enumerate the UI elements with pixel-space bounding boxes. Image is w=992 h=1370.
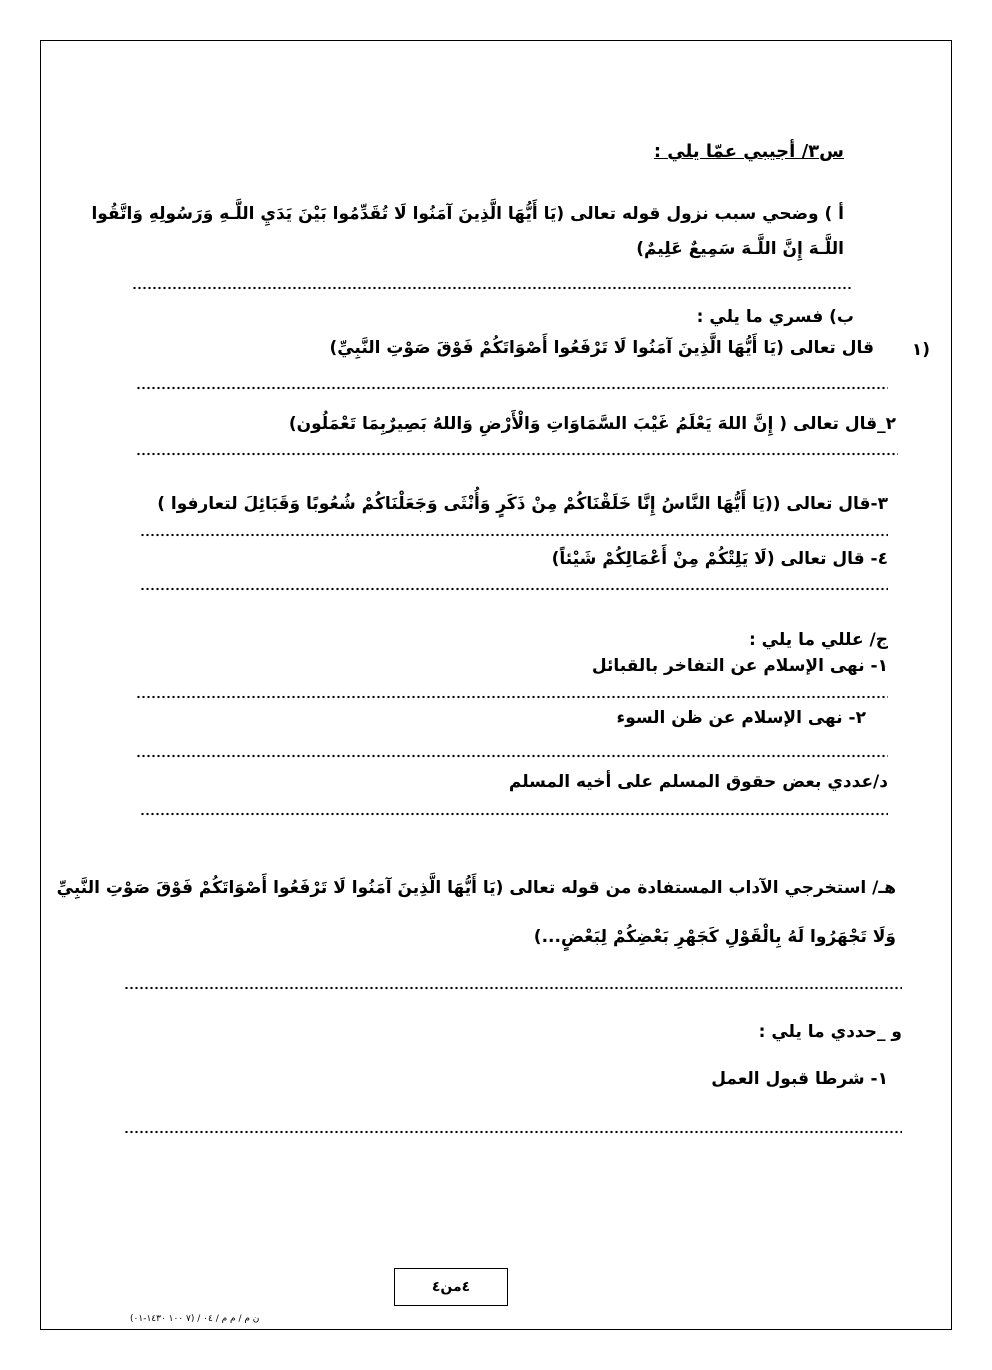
part-b-item-1-number: ١) [911,340,930,360]
page-number-box [394,1268,508,1306]
answer-line-b2 [136,452,898,456]
answer-line-b1 [136,386,888,390]
part-a-line-2: اللَّـهَ إِنَّ اللَّـهَ سَمِيعٌ عَلِيمٌ) [636,239,844,259]
question-heading: س٣/ أجيبي عمّا يلي : [653,141,844,162]
part-h-line-1: هـ/ استخرجي الآداب المستفادة من قوله تعالى (يَا أَيُّهَا الَّذِينَ آمَنُوا لَا تَرْفَعُوا أَصْوَاتَكُمْ فَوْقَ صَوْتِ النَّبِيِّ [56,878,896,898]
page-number: ٤من٤ [431,1279,471,1295]
part-b-item-1: قال تعالى (يَا أَيُّهَا الَّذِينَ آمَنُوا لَا تَرْفَعُوا أَصْوَاتَكُمْ فَوْقَ صَوْتِ النَّبِيِّ) [329,338,874,358]
answer-line-b4 [140,587,888,591]
answer-line-h [124,986,902,990]
part-c-item-1: ١- نهى الإسلام عن التفاخر بالقبائل [591,656,888,676]
footer-code: ن م / م م / ٠٤ / (٧ ١٠٠ ١٤٣٠-٠١) [130,1314,260,1324]
part-b-item-4: ٤- قال تعالى (لَا يَلِتْكُمْ مِنْ أَعْمَالِكُمْ شَيْئاً) [551,549,888,569]
part-b-item-2: ٢_قال تعالى ( إِنَّ اللهَ يَعْلَمُ غَيْبَ السَّمَاوَاتِ وَالْأَرْضِ وَاللهُ بَصِيرٌبِمَا تَعْمَلُون) [288,414,896,434]
answer-line-w [124,1130,902,1134]
part-w-item-1: ١- شرطا قبول العمل [711,1069,888,1089]
part-b-item-3: ٣-قال تعالى ((يَا أَيُّهَا النَّاسُ إِنَّا خَلَقْنَاكُمْ مِنْ ذَكَرٍ وَأُنْثَى وَجَعَلْنَاكُمْ شُعُوبًا وَقَبَائِلَ لتعارفوا ) [157,494,888,514]
part-c-item-2: ٢- نهى الإسلام عن ظن السوء [616,708,866,728]
part-b-title: ب) فسري ما يلي : [696,307,854,327]
part-c-title: ج/ عللي ما يلي : [748,630,888,650]
answer-line-c1 [136,695,888,699]
answer-line-b3 [140,533,888,537]
page-border [40,40,952,1330]
part-d-title: د/عددي بعض حقوق المسلم على أخيه المسلم [508,772,888,792]
answer-line-d [140,812,888,816]
answer-line-c2 [136,754,888,758]
part-h-line-2: وَلَا تَجْهَرُوا لَهُ بِالْقَوْلِ كَجَهْرِ بَعْضِكُمْ لِبَعْضٍ...) [533,927,896,947]
answer-line-a [132,286,852,290]
part-a-line-1: أ ) وضحي سبب نزول قوله تعالى (يَا أَيُّهَا الَّذِينَ آمَنُوا لَا تُقَدِّمُوا بَيْنَ يَدَيِ اللَّـهِ وَرَسُولِهِ وَاتَّقُوا [91,204,844,224]
part-w-title: و _حددي ما يلي : [758,1022,902,1042]
